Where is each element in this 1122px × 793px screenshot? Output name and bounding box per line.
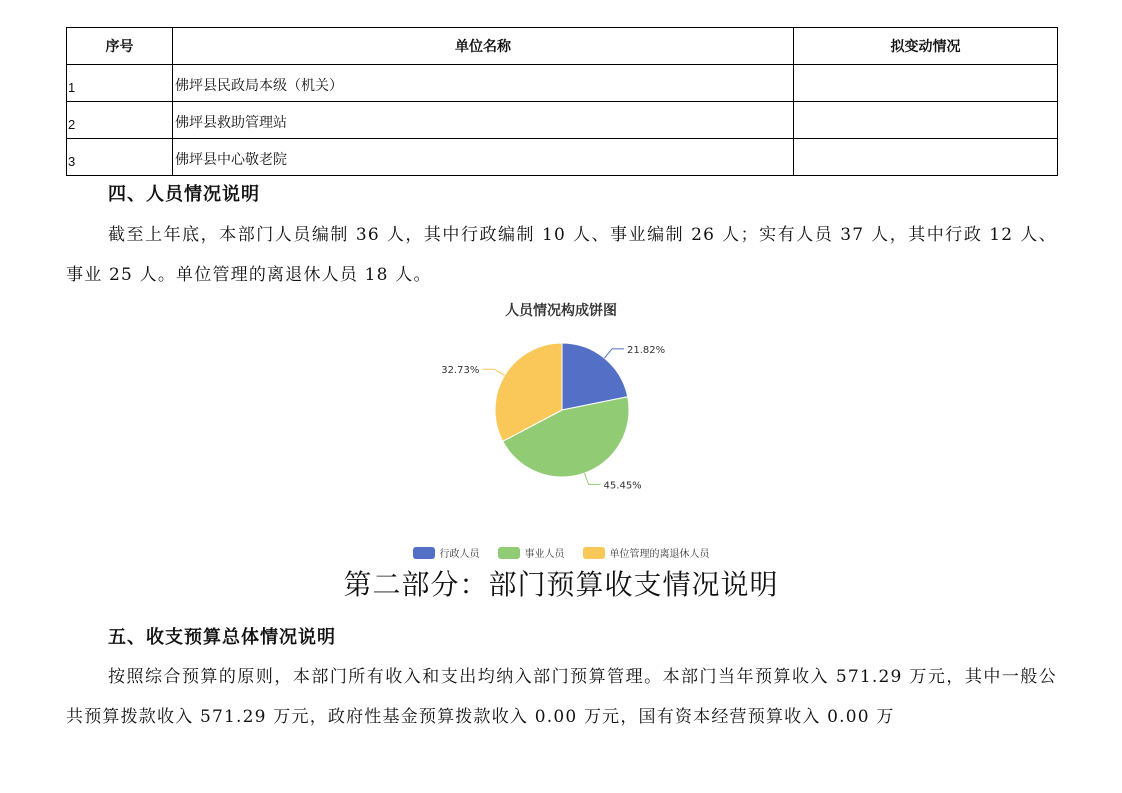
table-row: [67, 65, 1058, 102]
legend-item-admin[interactable]: [413, 545, 480, 560]
section4-heading: 四、人员情况说明: [108, 184, 260, 205]
section5-paragraph: 按照综合预算的原则，本部门所有收入和支出均纳入部门预算管理。本部门当年预算收入 571.29 万元，其中一般公共预算拨款收入 571.29 万元，政府性基金预算拨款收入 0.00 万元，国有资本经营预算收入 0.00 万: [66, 667, 1057, 727]
row-index: 3: [67, 139, 173, 176]
legend-item-institution[interactable]: [498, 545, 565, 560]
unit-change-table: [66, 27, 1058, 176]
legend-label-retired: 单位管理的离退休人员: [609, 549, 710, 560]
legend-label-institution: 事业人员: [524, 549, 565, 560]
row-index: 1: [67, 65, 173, 102]
legend-swatch-retired: [583, 547, 605, 559]
row-unit-name: 佛坪县中心敬老院: [173, 139, 794, 176]
pie-label-institution: 45.45%: [603, 480, 642, 492]
chart-title: 人员情况构成饼图: [505, 303, 617, 319]
pie-leader-line: [604, 349, 624, 358]
row-change: [794, 65, 1058, 102]
table-row: [67, 139, 1058, 176]
legend-swatch-admin: [413, 547, 435, 559]
legend-item-retired[interactable]: [583, 545, 710, 560]
legend-swatch-institution: [498, 547, 520, 559]
pie-leader-line: [482, 369, 504, 375]
row-unit-name: 佛坪县民政局本级（机关）: [173, 65, 794, 102]
table-header-row: [67, 28, 1058, 65]
row-change: [794, 102, 1058, 139]
header-unit-name: 单位名称: [173, 28, 794, 65]
chart-legend: [0, 545, 1122, 560]
pie-chart: [400, 320, 730, 540]
legend-label-admin: 行政人员: [439, 549, 480, 560]
part2-title: 第二部分：部门预算收支情况说明: [343, 568, 779, 601]
table-row: [67, 102, 1058, 139]
header-index: 序号: [67, 28, 173, 65]
row-unit-name: 佛坪县救助管理站: [173, 102, 794, 139]
header-change: 拟变动情况: [794, 28, 1058, 65]
section5-heading: 五、收支预算总体情况说明: [108, 627, 336, 648]
row-index: 2: [67, 102, 173, 139]
pie-label-retired: 32.73%: [441, 365, 480, 377]
pie-leader-line: [585, 473, 601, 484]
section4-paragraph: 截至上年底，本部门人员编制 36 人，其中行政编制 10 人、事业编制 26 人；实有人员 37 人，其中行政 12 人、事业 25 人。单位管理的离退休人员 18 人。: [66, 225, 1057, 285]
pie-label-admin: 21.82%: [627, 344, 666, 356]
row-change: [794, 139, 1058, 176]
